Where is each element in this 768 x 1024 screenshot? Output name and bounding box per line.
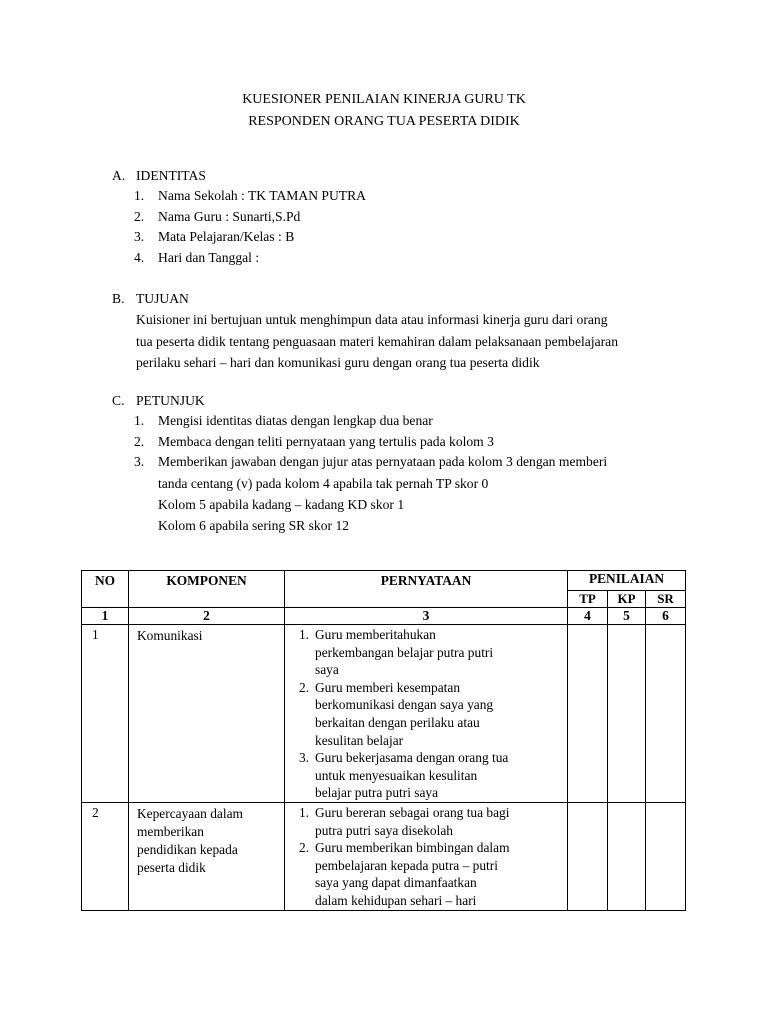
list-item <box>112 207 682 228</box>
header-penilaian: PENILAIAN <box>568 571 686 591</box>
item-text: Nama Guru : Sunarti,S.Pd <box>158 208 301 224</box>
statement-line: pembelajaran kepada putra – putri <box>315 857 498 873</box>
item-number: 3. <box>134 454 145 469</box>
statement-line: putra putri saya disekolah <box>315 822 453 838</box>
identitas-list <box>112 186 682 268</box>
column-number: 1 <box>82 608 129 625</box>
statement-item <box>285 839 563 909</box>
statement-number: 2. <box>298 679 309 695</box>
komponen-line: peserta didik <box>137 859 206 875</box>
statement-number: 3. <box>298 750 309 766</box>
item-text: Hari dan Tanggal : <box>158 249 260 265</box>
statement-number: 1. <box>298 804 309 820</box>
statement-line: saya yang dapat dimanfaatkan <box>315 875 477 891</box>
score-cell-kp[interactable] <box>608 625 646 803</box>
komponen-line: Komunikasi <box>137 628 203 643</box>
table-row <box>82 802 686 910</box>
petunjuk-list <box>112 411 682 473</box>
row-komponen <box>129 802 285 910</box>
continuation-line: tanda centang (v) pada kolom 4 apabila tak pernah TP skor 0 <box>158 475 489 491</box>
statement-item <box>285 679 563 749</box>
header-no: NO <box>82 571 129 608</box>
item-text: Nama Sekolah : TK TAMAN PUTRA <box>158 188 366 203</box>
column-number: 6 <box>646 608 686 625</box>
statement-line: Guru bekerjasama dengan orang tua <box>315 750 509 766</box>
questionnaire-table <box>81 570 686 911</box>
item-text: Mengisi identitas diatas dengan lengkap dua benar <box>158 413 433 428</box>
statement-item <box>285 749 563 802</box>
document-subtitle: RESPONDEN ORANG TUA PESERTA DIDIK <box>248 114 520 129</box>
tujuan-paragraph <box>112 309 682 374</box>
komponen-line: memberikan <box>137 823 204 839</box>
list-item <box>112 186 682 207</box>
section-letter: B. <box>112 291 125 306</box>
statement-line: saya <box>315 662 339 678</box>
column-number: 2 <box>129 608 285 625</box>
score-cell-sr[interactable] <box>646 802 686 910</box>
column-number: 4 <box>568 608 608 625</box>
section-identitas <box>112 166 682 268</box>
row-pernyataan <box>285 625 568 803</box>
document-title: KUESIONER PENILAIAN KINERJA GURU TK <box>242 92 526 107</box>
statement-number: 2. <box>298 840 309 856</box>
item-number: 4. <box>134 249 145 265</box>
section-heading: PETUNJUK <box>136 393 205 408</box>
list-item <box>112 411 682 432</box>
statement-line: kesulitan belajar <box>315 732 404 748</box>
statement-line: untuk menyesuaikan kesulitan <box>315 767 478 783</box>
statement-line: berkaitan dengan perilaku atau <box>315 714 480 730</box>
section-letter: C. <box>112 393 125 408</box>
item-number: 2. <box>134 208 145 224</box>
row-number: 1 <box>82 625 129 803</box>
statement-item <box>285 804 563 839</box>
komponen-line: pendidikan kepada <box>137 841 238 857</box>
continuation-line: Kolom 6 apabila sering SR skor 12 <box>158 517 350 533</box>
statement-item <box>285 626 563 679</box>
statement-list <box>285 626 567 802</box>
item-text: Memberikan jawaban dengan jujur atas pernyataan pada kolom 3 dengan memberi <box>158 454 608 469</box>
header-pernyataan: PERNYATAAN <box>285 571 568 608</box>
section-tujuan <box>112 289 682 374</box>
statement-line: berkomunikasi dengan saya yang <box>315 697 494 713</box>
score-cell-sr[interactable] <box>646 625 686 803</box>
statement-line: Guru memberikan bimbingan dalam <box>315 840 510 856</box>
header-sr: SR <box>646 591 686 608</box>
statement-line: belajar putra putri saya <box>315 785 439 801</box>
column-number-row <box>82 608 686 625</box>
statement-line: Guru memberi kesempatan <box>315 679 461 695</box>
header-kp: KP <box>608 591 646 608</box>
item-number: 3. <box>134 229 145 244</box>
score-cell-kp[interactable] <box>608 802 646 910</box>
statement-list <box>285 804 567 910</box>
score-cell-tp[interactable] <box>568 802 608 910</box>
item-text: Membaca dengan teliti pernyataan yang tertulis pada kolom 3 <box>158 433 494 449</box>
table-header-row <box>82 571 686 591</box>
item-number: 1. <box>134 188 145 203</box>
row-number: 2 <box>82 802 129 910</box>
paragraph-line: Kuisioner ini bertujuan untuk menghimpun data atau informasi kinerja guru dari orang <box>136 312 608 327</box>
statement-line: dalam kehidupan sehari – hari <box>315 892 477 908</box>
statement-line: perkembangan belajar putra putri <box>315 644 494 660</box>
komponen-line: Kepercayaan dalam <box>137 805 243 821</box>
list-item <box>112 452 682 473</box>
item-number: 2. <box>134 433 145 449</box>
list-item <box>112 432 682 453</box>
paragraph-line: perilaku sehari – hari dan komunikasi guru dengan orang tua peserta didik <box>136 355 540 370</box>
paragraph-line: tua peserta didik tentang penguasaan materi kemahiran dalam pelaksanaan pembelajaran <box>136 333 618 349</box>
column-number: 3 <box>285 608 568 625</box>
section-heading: TUJUAN <box>136 291 189 306</box>
row-komponen <box>129 625 285 803</box>
header-tp: TP <box>568 591 608 608</box>
column-number: 5 <box>608 608 646 625</box>
section-heading: IDENTITAS <box>136 168 206 183</box>
item-number: 1. <box>134 413 145 428</box>
list-item <box>112 227 682 248</box>
item-text: Mata Pelajaran/Kelas : B <box>158 229 295 244</box>
list-item <box>112 248 682 269</box>
row-pernyataan <box>285 802 568 910</box>
statement-line: Guru bereran sebagai orang tua bagi <box>315 804 510 820</box>
section-petunjuk <box>112 391 682 536</box>
continuation-line: Kolom 5 apabila kadang – kadang KD skor 1 <box>158 496 405 512</box>
score-cell-tp[interactable] <box>568 625 608 803</box>
header-komponen: KOMPONEN <box>129 571 285 608</box>
table-row <box>82 625 686 803</box>
section-letter: A. <box>112 168 126 183</box>
statement-number: 1. <box>298 627 309 642</box>
petunjuk-continuation <box>112 473 682 536</box>
statement-line: Guru memberitahukan <box>315 627 436 642</box>
